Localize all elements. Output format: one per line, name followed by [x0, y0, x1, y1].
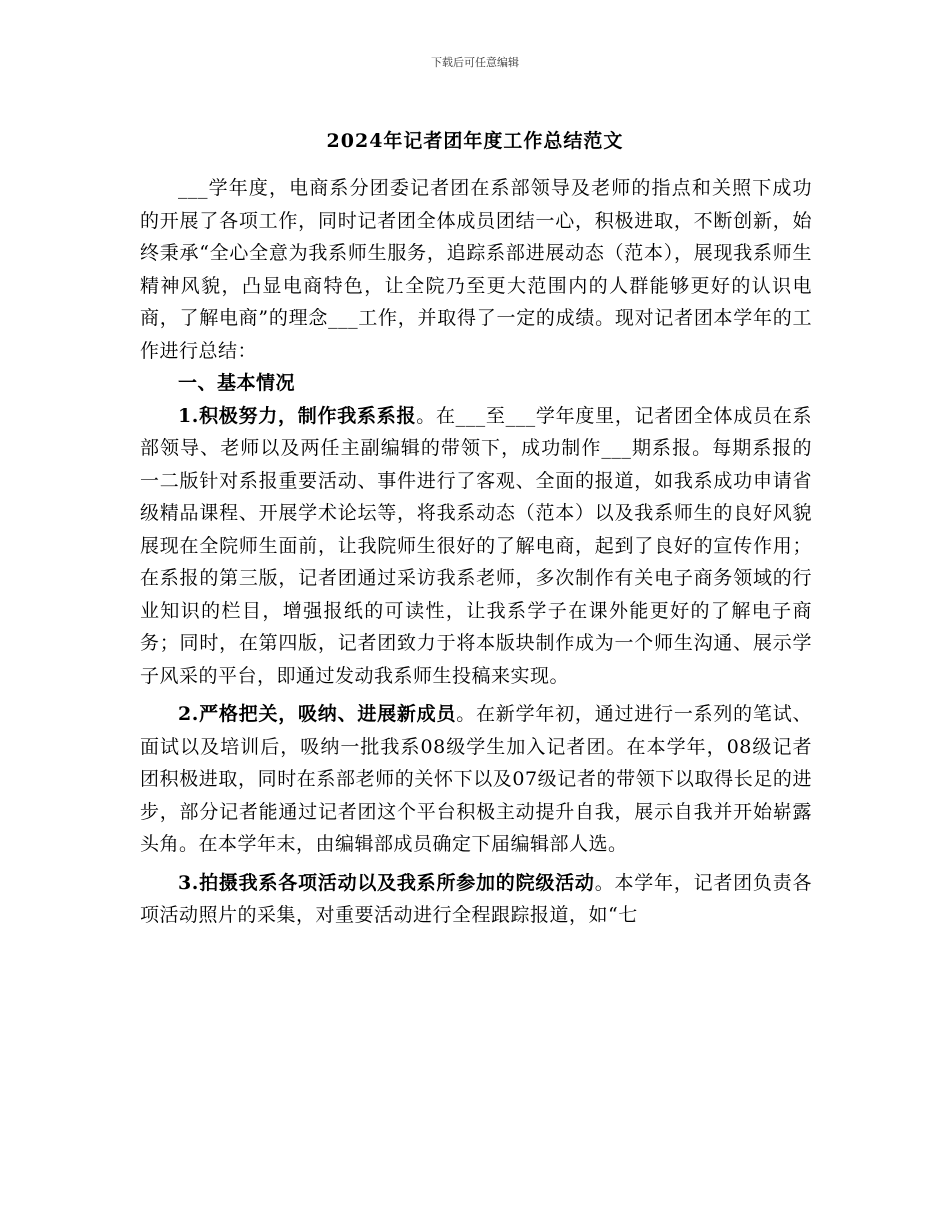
document-body: [140, 172, 812, 932]
document-title: 2024年记者团年度工作总结范文: [326, 130, 624, 152]
page-header-note: 下载后可任意编辑: [431, 56, 519, 69]
item-paragraph-3: [140, 867, 812, 932]
item-body-2: 。在新学年初，通过进行一系列的笔试、面试以及培训后，吸纳一批我系08级学生加入记者团。在本学年，08级记者团积极进取，同时在系部老师的关怀下以及07级记者的带领下以取得长足的进步，部分记者能通过记者团这个平台积极主动提升自我，展示自我并开始崭露头角。在本学年末，由编辑部成员确定下届编辑部人选。: [140, 703, 812, 855]
section-heading-basic: 一、基本情况: [178, 372, 296, 394]
item-lead-1: 1.积极努力，制作我系系报: [178, 404, 417, 427]
item-paragraph-1: [140, 400, 812, 693]
item-body-3: 。本学年，记者团负责各项活动照片的采集，对重要活动进行全程跟踪报道，如“七: [140, 871, 812, 926]
intro-paragraph: ___学年度，电商系分团委记者团在系部领导及老师的指点和关照下成功的开展了各项工作，同时记者团全体成员团结一心，积极进取，不断创新，始终秉承“全心全意为我系师生服务，追踪系部进展动态（范本），展现我系师生精神风貌，凸显电商特色，让全院乃至更大范围内的人群能够更好的认识电商，了解电商”的理念___工作，并取得了一定的成绩。现对记者团本学年的工作进行总结：: [140, 177, 812, 362]
item-body-1: 。在___至___学年度里，记者团全体成员在系部领导、老师以及两任主副编辑的带领下，成功制作___期系报。每期系报的一二版针对系报重要活动、事件进行了客观、全面的报道，如我系成功申请省级精品课程、开展学术论坛等，将我系动态（范本）以及我系师生的良好风貌展现在全院师生面前，让我院师生很好的了解电商，起到了良好的宣传作用；在系报的第三版，记者团通过采访我系老师，多次制作有关电子商务领域的行业知识的栏目，增强报纸的可读性，让我系学子在课外能更好的了解电子商务；同时，在第四版，记者团致力于将本版块制作成为一个师生沟通、展示学子风采的平台，即通过发动我系师生投稿来实现。: [140, 404, 812, 687]
item-lead-3: 3.拍摄我系各项活动以及我系所参加的院级活动: [178, 871, 595, 894]
item-paragraph-2: [140, 698, 812, 861]
item-lead-2: 2.严格把关，吸纳、进展新成员: [178, 703, 457, 725]
